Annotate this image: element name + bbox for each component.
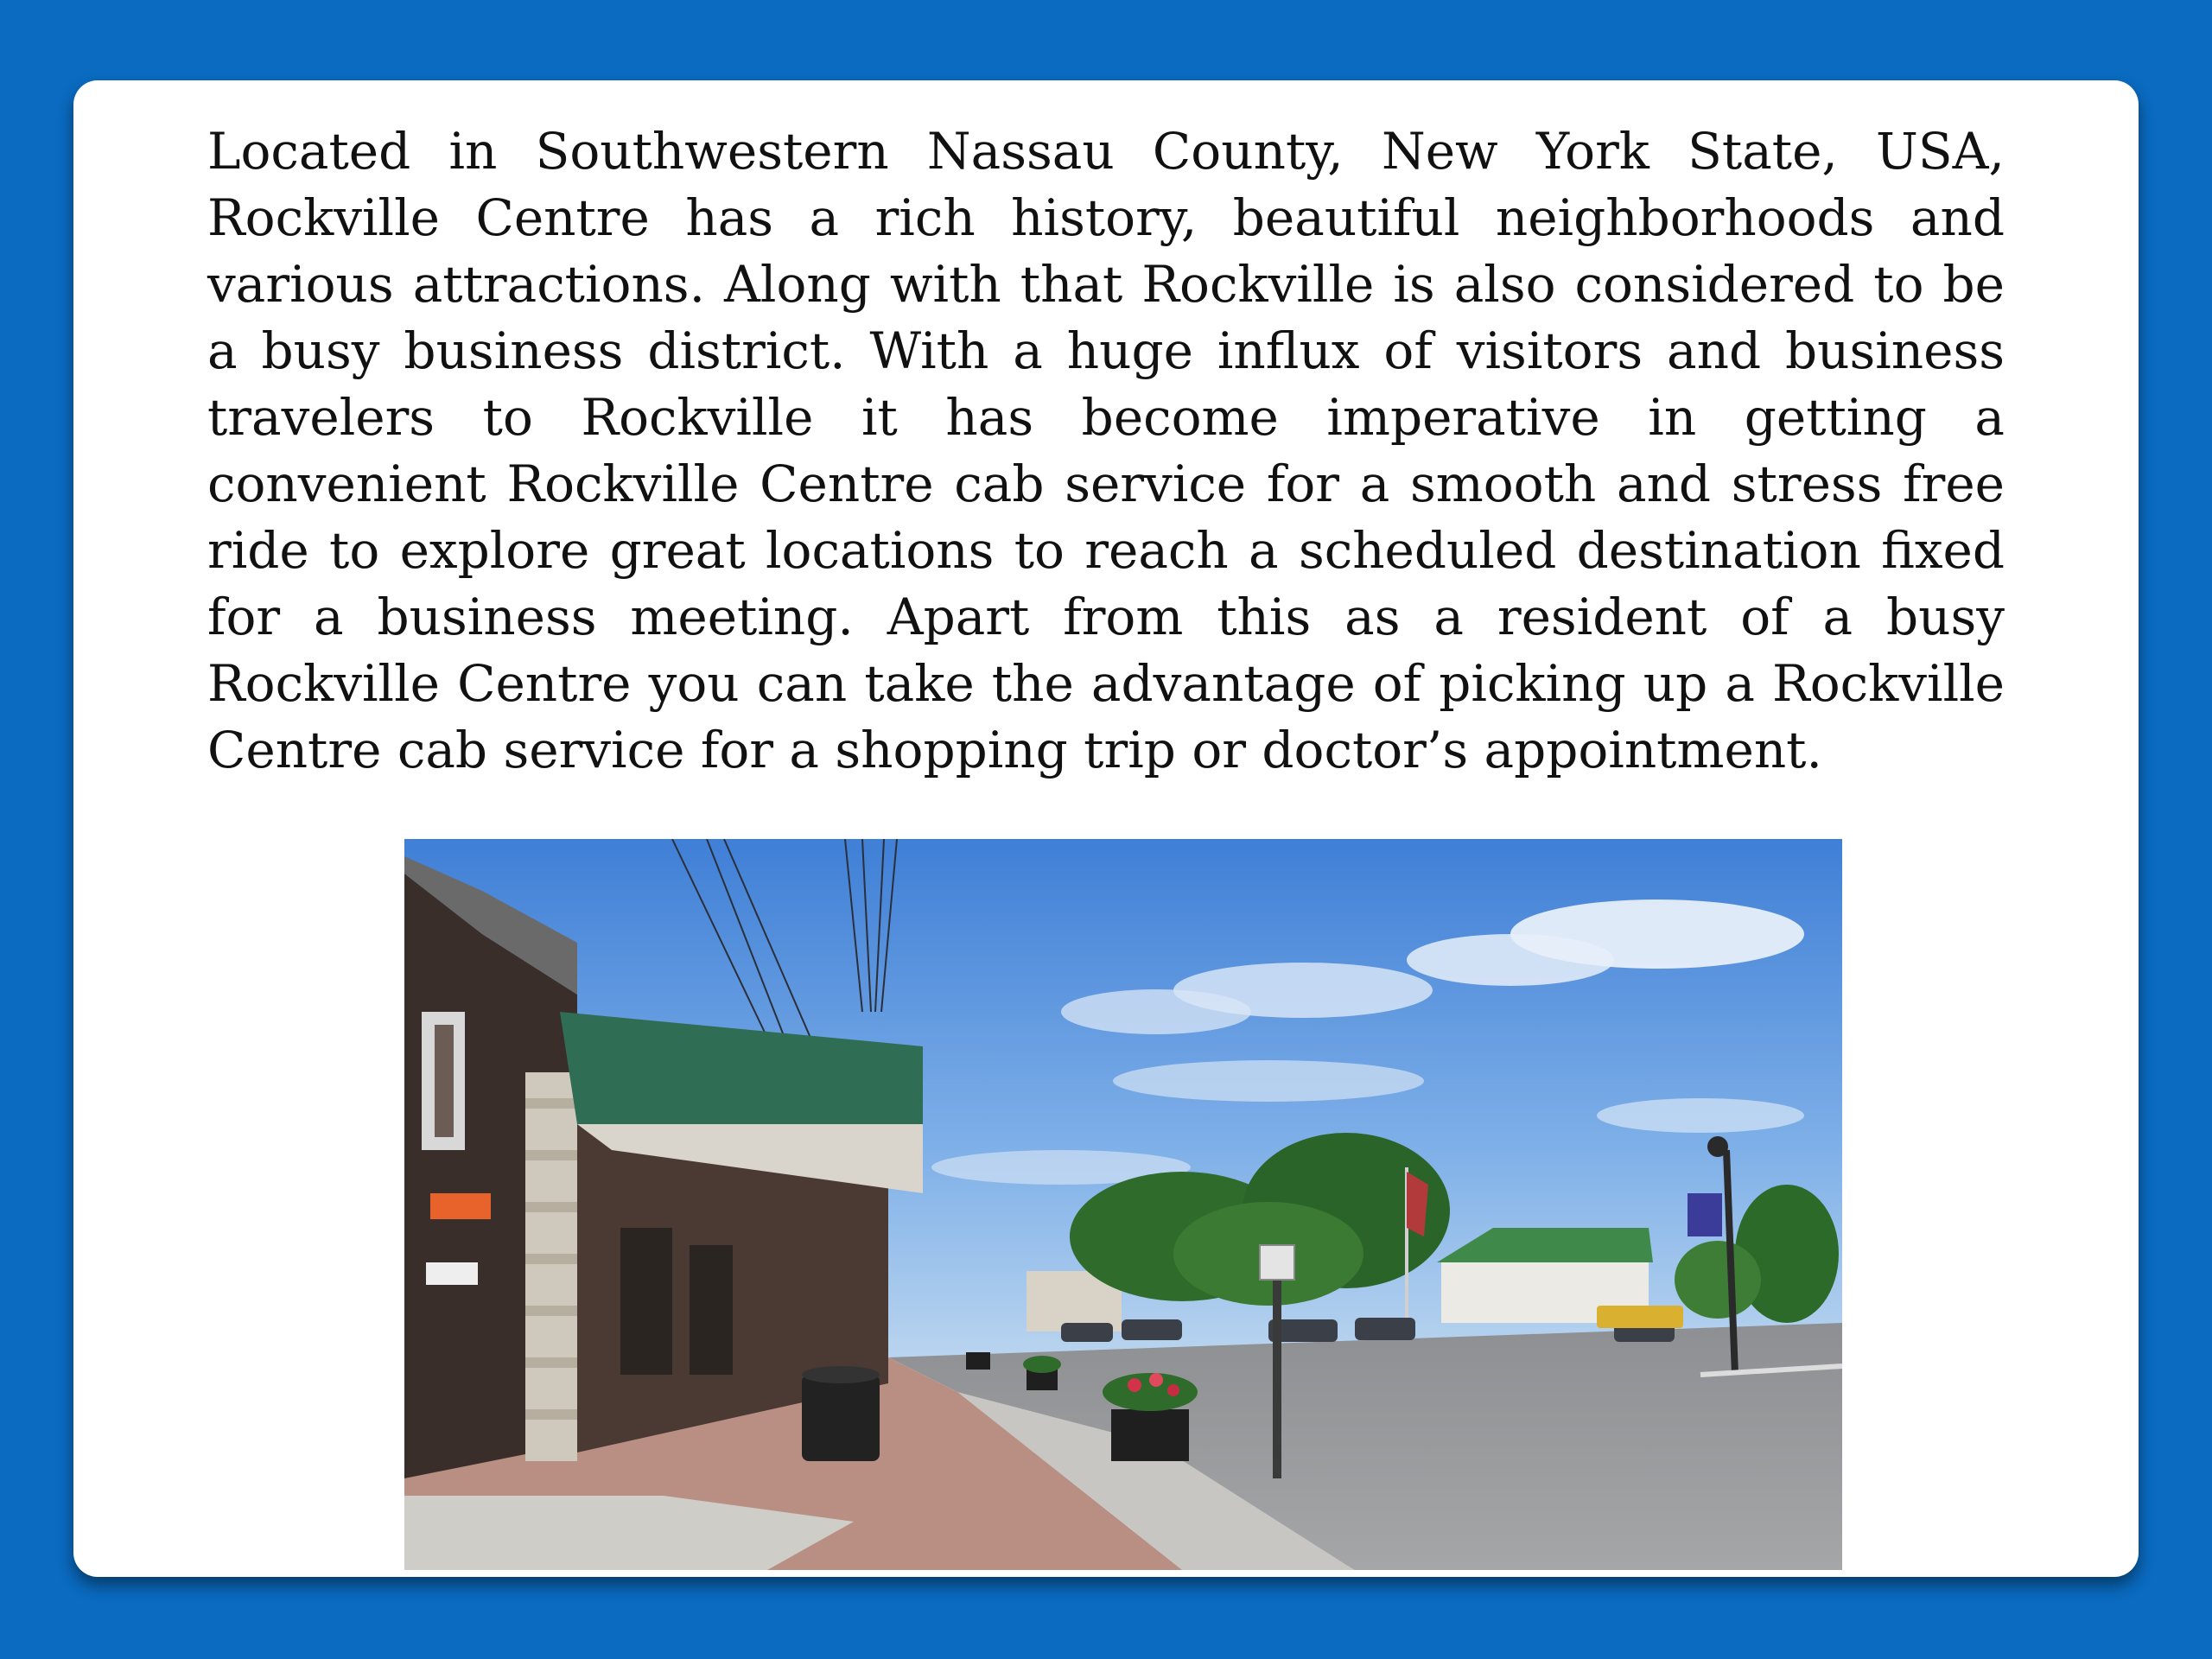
- body-paragraph: Located in Southwestern Nassau County, New York State, USA, Rockville Centre has a rich history, beautiful neighborhoods and various attractions. Along with that Rockville is also considered to be a busy business district. With a huge influx of visitors and business travelers to Rockville it has become imperative in getting a convenient Rockville Centre cab service for a smooth and stress free ride to explore great locations to reach a scheduled destination fixed for a business meeting. Apart from this as a resident of a busy Rockville Centre you can take the advantage of picking up a Rockville Centre cab service for a shopping trip or doctor’s appointment.: [207, 122, 2005, 779]
- content-card: [73, 80, 2139, 1577]
- street-photo: [404, 839, 1842, 1570]
